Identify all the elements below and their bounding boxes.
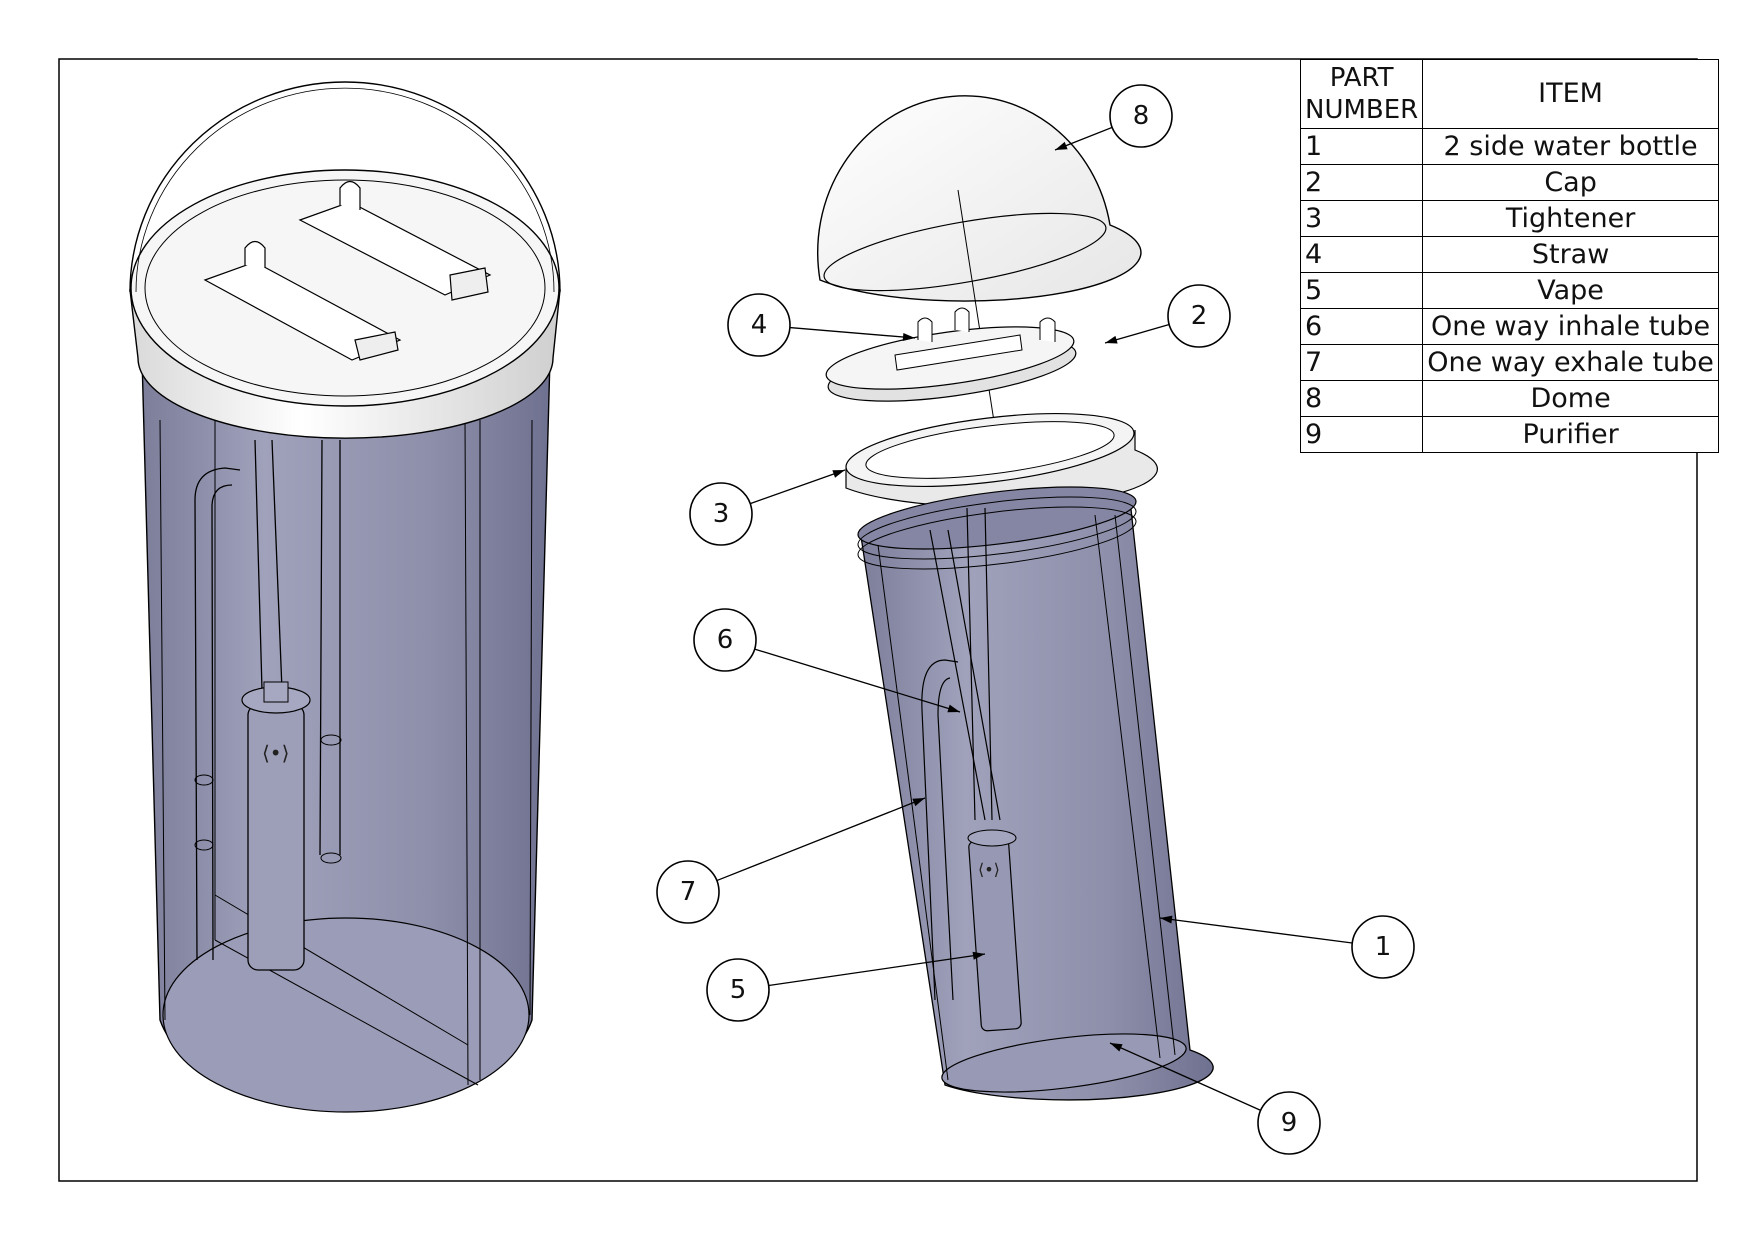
bom-row	[1301, 345, 1719, 381]
bom-item-name: One way inhale tube	[1423, 309, 1719, 345]
bom-part-number: 9	[1301, 417, 1423, 453]
exploded-dome	[818, 96, 1141, 301]
leader-arrowhead	[1105, 336, 1118, 344]
bom-part-number: 4	[1301, 237, 1423, 273]
bom-part-number: 3	[1301, 201, 1423, 237]
exploded-cap	[823, 308, 1080, 413]
bom-row	[1301, 165, 1719, 201]
balloon-label: 4	[750, 310, 768, 340]
leader-line	[790, 328, 915, 338]
balloon-label: 1	[1374, 932, 1392, 962]
balloon-label: 7	[679, 877, 697, 907]
bom-item-name: Vape	[1423, 273, 1719, 309]
bom-item-name: 2 side water bottle	[1423, 129, 1719, 165]
bom-part-number: 7	[1301, 345, 1423, 381]
bom-row	[1301, 309, 1719, 345]
bom-item-name: Cap	[1423, 165, 1719, 201]
balloon-2	[1105, 285, 1230, 347]
exploded-bottle	[855, 475, 1213, 1103]
leader-line	[1160, 918, 1352, 943]
bom-item-name: Straw	[1423, 237, 1719, 273]
bom-part-number: 2	[1301, 165, 1423, 201]
bom-part-number: 6	[1301, 309, 1423, 345]
exploded-view	[818, 96, 1213, 1103]
bom-row	[1301, 381, 1719, 417]
bom-header-part-number: PART NUMBER	[1301, 60, 1423, 129]
bom-row	[1301, 201, 1719, 237]
balloon-3	[690, 470, 845, 545]
bom-header-item: ITEM	[1423, 60, 1719, 129]
balloon-label: 2	[1190, 301, 1208, 331]
balloon-label: 5	[729, 975, 747, 1005]
balloon-7	[657, 798, 925, 923]
bom-item-name: Purifier	[1423, 417, 1719, 453]
balloon-label: 9	[1280, 1108, 1298, 1138]
leader-line	[717, 798, 925, 881]
bom-part-number: 8	[1301, 381, 1423, 417]
svg-text:⟨•⟩: ⟨•⟩	[262, 741, 290, 765]
bom-part-number: 5	[1301, 273, 1423, 309]
bom-part-number: 1	[1301, 129, 1423, 165]
balloon-8	[1055, 85, 1172, 150]
balloon-label: 8	[1132, 101, 1150, 131]
bom-row	[1301, 237, 1719, 273]
balloon-label: 3	[712, 499, 730, 529]
bill-of-materials-table	[1300, 59, 1719, 453]
balloon-1	[1160, 916, 1414, 978]
bom-row	[1301, 129, 1719, 165]
leader-arrowhead	[832, 470, 845, 478]
bom-row	[1301, 417, 1719, 453]
bom-item-name: Tightener	[1423, 201, 1719, 237]
svg-text:⟨•⟩: ⟨•⟩	[978, 860, 1000, 879]
bom-row	[1301, 273, 1719, 309]
leader-line	[750, 470, 845, 504]
bom-item-name: Dome	[1423, 381, 1719, 417]
balloon-label: 6	[716, 625, 734, 655]
bom-item-name: One way exhale tube	[1423, 345, 1719, 381]
assembled-view	[130, 82, 560, 1112]
